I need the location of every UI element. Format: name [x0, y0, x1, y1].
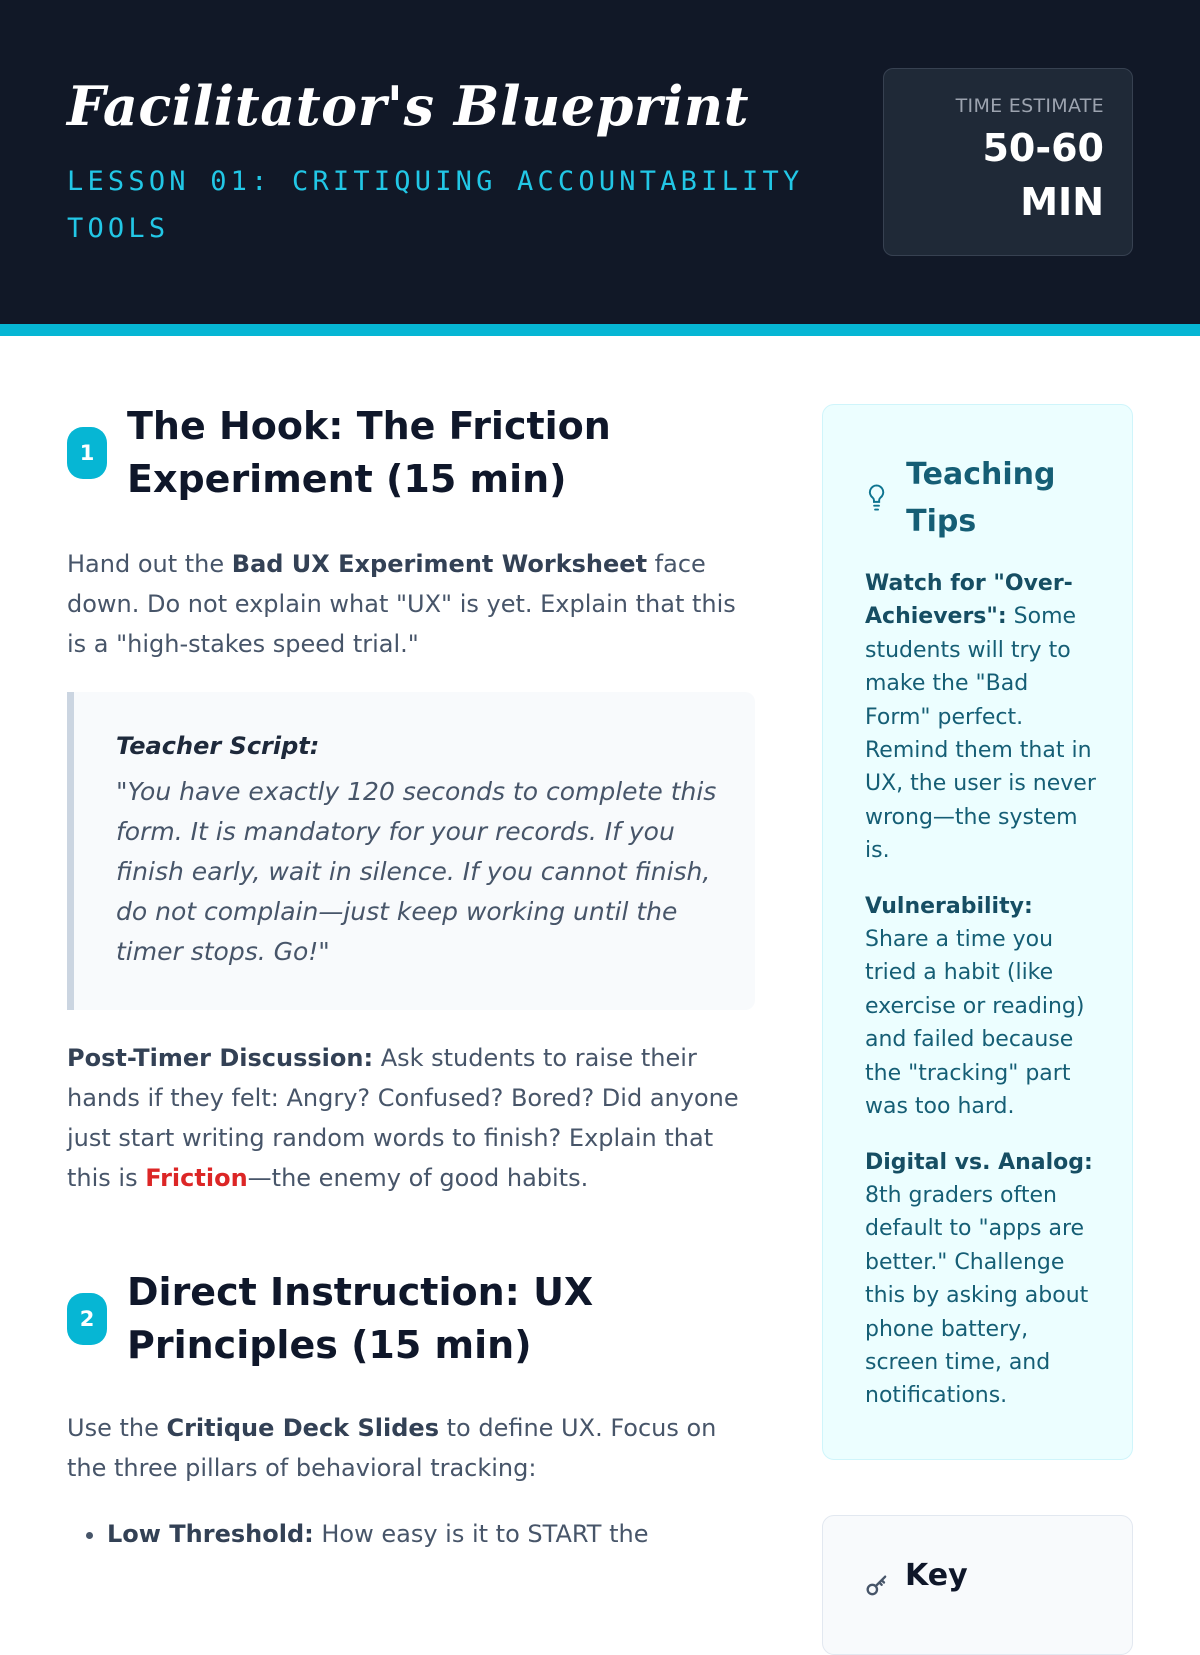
teaching-tips-header — [865, 451, 1096, 545]
list-item: • Low Threshold: How easy is it to START the — [107, 1514, 757, 1554]
section-2-header — [67, 1266, 757, 1372]
section-1-header — [67, 400, 757, 506]
tip-item: Digital vs. Analog: 8th graders often default to "apps are better." Challenge this by asking about phone battery, screen time, and notifications. — [865, 1149, 1093, 1409]
time-unit: MIN — [1020, 180, 1104, 224]
section-2-intro: Use the Critique Deck Slides to define UX. Focus on the three pillars of behavioral tracking: — [67, 1414, 717, 1482]
time-estimate-card — [883, 68, 1133, 256]
teacher-script-box — [67, 692, 755, 1010]
teaching-tips-card — [822, 404, 1133, 1460]
section-1-intro: Hand out the Bad UX Experiment Worksheet face down. Do not explain what "UX" is yet. Explain that this is a "high-stakes speed trial." — [67, 550, 736, 658]
page-header — [0, 0, 1200, 336]
lesson-subtitle: LESSON 01: CRITIQUING ACCOUNTABILITY TOOLS — [67, 166, 804, 244]
time-estimate-value — [884, 121, 1104, 229]
teaching-tips-title: Teaching Tips — [906, 457, 1056, 539]
key-icon — [863, 1572, 891, 1600]
teacher-script-text: "You have exactly 120 seconds to complete this form. It is mandatory for your records. If you finish early, wait in silence. If you cannot finish, do not complain—just keep working until the timer stops. Go!" — [116, 777, 717, 966]
teacher-script-label: Teacher Script: — [116, 732, 320, 760]
worksheet-name: Bad UX Experiment Worksheet — [231, 550, 648, 578]
post-timer-label: Post-Timer Discussion: — [67, 1044, 374, 1072]
page-title: Facilitator's Blueprint — [67, 74, 750, 138]
slides-name: Critique Deck Slides — [166, 1414, 439, 1442]
friction-highlight: Friction — [145, 1164, 248, 1192]
key-card — [822, 1515, 1133, 1655]
post-timer-discussion: Post-Timer Discussion: Ask students to raise their hands if they felt: Angry? Confused? Bored? Did anyone just start writing random words to finish? Explain that this is Friction—the enemy of good habits. — [67, 1044, 739, 1192]
section-1-title: The Hook: The Friction Experiment (15 min) — [127, 404, 611, 501]
section-2-number-badge: 2 — [67, 1293, 107, 1345]
key-card-title: Key — [905, 1557, 968, 1593]
time-range: 50-60 — [982, 126, 1104, 170]
section-2-title: Direct Instruction: UX Principles (15 min) — [127, 1270, 594, 1367]
section-1-number-badge: 1 — [67, 427, 107, 479]
tip-item: Vulnerability: Share a time you tried a habit (like exercise or reading) and failed because the "tracking" part was too hard. — [865, 893, 1085, 1120]
main-content — [67, 400, 757, 1554]
time-estimate-label: TIME ESTIMATE — [955, 95, 1104, 117]
ux-pillars-list — [67, 1514, 757, 1554]
key-card-header — [863, 1550, 1132, 1600]
tip-item: Watch for "Over-Achievers": Some students will try to make the "Bad Form" perfect. Remind them that in UX, the user is never wrong—the system is. — [865, 571, 1096, 864]
lightbulb-icon — [865, 480, 888, 516]
